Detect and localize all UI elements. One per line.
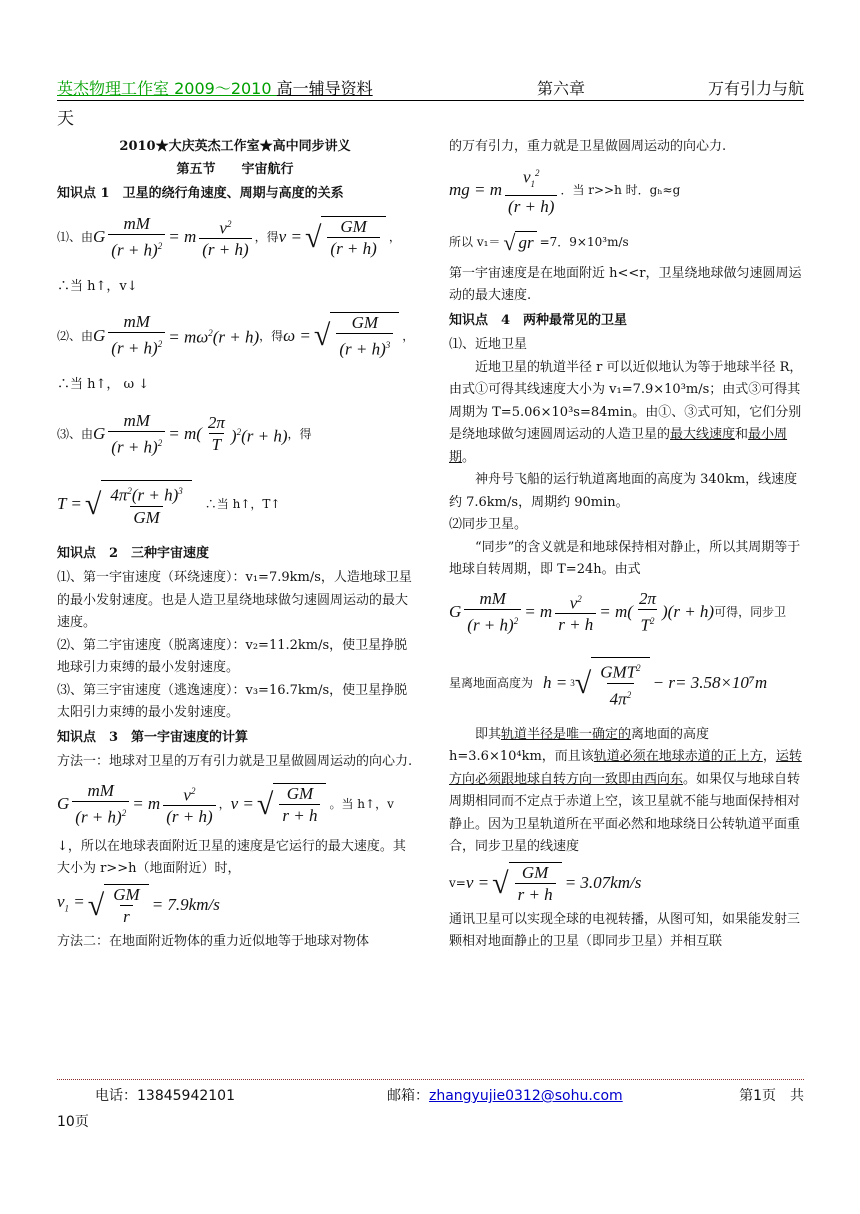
v1-eq: $v_1$ = √ $\frac{GM}{r}$ = 7.9km/s [57, 884, 220, 926]
kp1-eq1: ⑴、由 G $\frac{mM}{(r + h)^2}$ = m $\frac{v^2}{(r + h)}$ ，得 v = √ $\frac{GM}{(r + h)}$ ， [57, 213, 401, 260]
page-header [57, 76, 804, 101]
right-column [449, 136, 805, 954]
method1-cont: ↓，所以在地球表面附近卫星的速度是它运行的最大速度。其大小为 r>>h（地面附近）时， [57, 838, 406, 876]
email: 邮箱：zhangyujie0312@sohu.com [387, 1088, 623, 1104]
footer-divider [57, 1079, 804, 1080]
method1: 方法一：地球对卫星的万有引力就是卫星做圆周运动的向心力. [57, 754, 413, 769]
doc-title: 2010★大庆英杰工作室★高中同步讲义 [119, 139, 351, 154]
section-title: 第五节 宇宙航行 [176, 161, 294, 177]
kp1-result2: ∴当 h↑， ω ↓ [57, 377, 150, 392]
kp2-item3: ⑶、第三宇宙速度（逃逸速度）：v₃=16.7km/s，使卫星挣脱太阳引力束缚的最小发射速度。 [57, 682, 408, 720]
method1-eq: G $\frac{mM}{(r + h)^2}$ = m $\frac{v^2}{(r + h)}$ ， v = √ $\frac{GM}{r + h}$ 。当 h↑，v [57, 780, 394, 827]
near-paragraph: 近地卫星的轨道半径 r 可以近似地认为等于地球半径 R，由式①可得其线速度大小为 v₁=7.9×10³m/s；由式③可得其周期为 T=5.06×10³s=84min。由①、③式可知，它们分别是绕地球做匀速圆周运动的人造卫星的最大线速度和最小周期。 [449, 359, 803, 465]
kp2-item2: ⑵、第二宇宙速度（脱离速度）：v₂=11.2km/s，使卫星挣脱地球引力束缚的最小发射速度。 [57, 637, 408, 675]
page-total: 10页 [57, 1114, 89, 1130]
kp1-eq2: ⑵、由 G $\frac{mM}{(r + h)^2}$ = $m\omega^2(r + h)$ ，得 ω = √ $\frac{GM}{(r + h)^3}$ ， [57, 312, 415, 359]
sync-paragraph: “同步”的含义就是和地球保持相对静止，所以其周期等于地球自转周期，即 T=24h。由式 [449, 539, 801, 577]
near-title: ⑴、近地卫星 [449, 337, 528, 352]
sync-v-eq: v= v = √ $\frac{GM}{r + h}$ = 3.07km/s [449, 862, 642, 904]
sync-height-eq: 星离地面高度为 h = 3 √ $\frac{GMT^2}{4\pi^2}$ − r = 3.58×10⁷m [449, 644, 805, 724]
kp4-title: 知识点 4 两种最常见的卫星 [449, 312, 628, 328]
kp2-item1: ⑴、第一宇宙速度（环绕速度）：v₁=7.9km/s，人造地球卫星的最小发射速度。也是人造卫星绕地球做匀速圆周运动的最大速度。 [57, 570, 412, 630]
shenzhou-paragraph: 神舟号飞船的运行轨道离地面的高度为 340km，线速度约 7.6km/s，周期约 90min。 [449, 472, 798, 510]
kp1-title: 知识点 1 卫星的绕行角速度、周期与高度的关系 [57, 186, 344, 201]
kp2-title: 知识点 2 三种宇宙速度 [57, 545, 210, 561]
sync-paragraph-2: 即其轨道半径是唯一确定的离地面的高度 h=3.6×10⁴km，而且该轨道必须在地球赤道的正上方，运转方向必须跟地球自转方向一致即由西向东。如果仅与地球自转周期相同而不定点于赤道上空，该卫星就不能与地面保持相对静止。因为卫星轨道所在平面必然和地球绕日公转轨道平面重合，同步卫星的线速度 [449, 726, 802, 854]
v1-gr-eq: 所以 v₁＝ √ gr =7．9×10³m/s [449, 229, 629, 255]
email-link[interactable]: zhangyujie0312@sohu.com [429, 1088, 623, 1104]
chapter-label: 第六章 [537, 79, 586, 98]
method2: 方法二：在地面附近物体的重力近似地等于地球对物体 [57, 933, 370, 949]
right-cont: 的万有引力，重力就是卫星做圆周运动的向心力. [449, 139, 727, 154]
first-cosmic-def: 第一宇宙速度是在地面附近 h<<r，卫星绕地球做匀速圆周运动的最大速度. [449, 265, 802, 303]
left-column [57, 136, 413, 953]
kp3-title: 知识点 3 第一宇宙速度的计算 [57, 729, 249, 745]
course-name: 高一辅导资料 [276, 79, 373, 98]
phone: 电话：13845942101 [95, 1088, 235, 1104]
kp1-eq3: ⑶、由 G $\frac{mM}{(r + h)^2}$ = m ( $\frac{2\pi}{T}$ )$^2$(r + h) ，得 [57, 410, 312, 457]
sync-eq: G $\frac{mM}{(r + h)^2}$ = m $\frac{v^2}{r + h}$ = m( $\frac{2\pi}{T^2}$ )(r + h) 可得，同步卫 [449, 588, 787, 635]
kp1-eq4: T = √ $\frac{4\pi^2(r + h)^3}{GM}$ ∴当 h↑，T↑ [57, 473, 413, 537]
years: 2009～2010 [169, 79, 277, 98]
comm-paragraph: 通讯卫星可以实现全球的电视转播，从图可知，如果能发射三颗相对地面静止的卫星（即同步卫星）并相互联 [449, 911, 801, 949]
topic-wrap: 天 [57, 109, 74, 129]
gravity-eq: mg = m $\frac{v_1^2}{(r + h)}$ ．当 r>>h 时．gₕ≈g [449, 168, 681, 216]
studio-name: 英杰物理工作室 [57, 79, 170, 98]
topic-label: 万有引力与航 [707, 79, 804, 98]
sync-title: ⑵同步卫星。 [449, 517, 528, 532]
page-number: 第1页 共 [739, 1088, 804, 1104]
kp1-result1: ∴当 h↑，v↓ [57, 278, 138, 294]
